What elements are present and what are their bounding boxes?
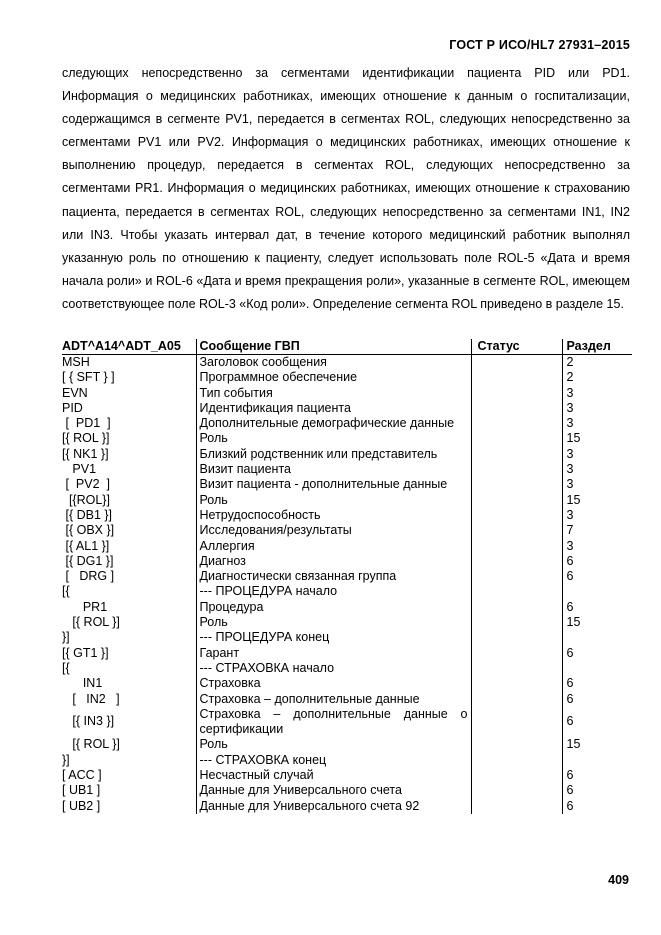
section-cell: 6 [562,569,632,584]
segment-cell: [{ AL1 }] [62,538,110,553]
segment-cell: [{ ROL }] [62,737,120,752]
message-cell: Процедура [196,600,471,615]
segment-cell: [{ IN3 }] [62,714,115,729]
segment-cell: [ IN2 ] [62,691,120,706]
table-row [62,600,632,615]
status-cell [471,737,562,752]
status-cell [471,676,562,691]
message-cell: Близкий родственник или представитель [196,447,471,462]
status-cell [471,355,562,371]
section-cell: 3 [562,508,632,523]
table-row [62,737,632,752]
table-row [62,447,632,462]
section-cell: 3 [562,447,632,462]
segment-cell: [ UB1 ] [62,783,101,798]
section-cell [562,661,632,676]
message-cell: Программное обеспечение [196,370,471,385]
section-cell: 6 [562,600,632,615]
section-cell: 15 [562,431,632,446]
section-cell: 3 [562,539,632,554]
table-row [62,646,632,661]
section-cell: 3 [562,462,632,477]
table-row [62,523,632,538]
segment-cell: [ { SFT } ] [62,370,115,385]
status-cell [471,584,562,599]
column-header-segment: ADT^A14^ADT_A05 [62,339,196,355]
status-cell [471,768,562,783]
section-cell [562,584,632,599]
message-cell: --- ПРОЦЕДУРА начало [196,584,471,599]
status-cell [471,707,562,738]
status-cell [471,523,562,538]
status-cell [471,554,562,569]
message-cell: --- ПРОЦЕДУРА конец [196,630,471,645]
segment-cell: [ UB2 ] [62,798,101,813]
status-cell [471,646,562,661]
column-header-status: Статус [471,339,562,355]
table-row [62,768,632,783]
section-cell [562,630,632,645]
table-row [62,707,632,738]
table-row [62,783,632,798]
status-cell [471,370,562,385]
status-cell [471,477,562,492]
table-row [62,477,632,492]
message-cell: Тип события [196,386,471,401]
status-cell [471,600,562,615]
section-cell: 3 [562,401,632,416]
message-cell: Исследования/результаты [196,523,471,538]
status-cell [471,630,562,645]
message-cell: Данные для Универсального счета 92 [196,799,471,814]
segment-cell: }] [62,630,70,645]
message-cell: Заголовок сообщения [196,355,471,371]
segment-cell: [ PD1 ] [62,416,111,431]
segment-cell: [{ [62,584,70,599]
column-header-section: Раздел [562,339,632,355]
column-header-message: Сообщение ГВП [196,339,471,355]
table-row [62,539,632,554]
status-cell [471,447,562,462]
table-header-row [62,339,632,355]
status-cell [471,692,562,707]
body-paragraph: следующих непосредственно за сегментами идентификации пациента PID или PD1. Информация о медицинских работниках, имеющих отношение к данным о госпитализации, содержащимся в сегменте PV1, передается в сегментах ROL, следующих непосредственно за сегментами PV1 или PV2. Информация о медицинских работниках, имеющих отношение к выполнению процедур, передается в сегментах ROL, следующих непосредственно за сегментами PR1. Информация о медицинских работниках, имеющих отношение к страхованию пациента, передается в сегментах ROL, следующих непосредственно за сегментами IN1, IN2 или IN3. Чтобы указать интервал дат, в течение которого медицинский работник выполнял указанную роль по отношению к пациенту, следует использовать поле ROL-5 «Дата и время начала роли» и ROL-6 «Дата и время прекращения роли», указанные в сегменте ROL, имеющем соответствующее поле ROL-3 «Код роли». Определение сегмента ROL приведено в разделе 15. [62,66,630,311]
table-row [62,753,632,768]
segment-cell: [{ROL}] [62,492,110,507]
table-row [62,661,632,676]
table-row [62,355,632,371]
segment-cell: [{ OBX }] [62,523,115,538]
table-row [62,584,632,599]
status-cell [471,493,562,508]
section-cell: 3 [562,386,632,401]
segment-cell: [ PV2 ] [62,477,110,492]
section-cell: 6 [562,768,632,783]
message-cell: Диагностически связанная группа [196,569,471,584]
segment-cell: EVN [62,385,88,400]
message-cell: Нетрудоспособность [196,508,471,523]
table-row [62,493,632,508]
status-cell [471,462,562,477]
status-cell [471,508,562,523]
message-cell: Роль [196,493,471,508]
message-cell: Визит пациента [196,462,471,477]
segment-cell: PR1 [62,599,108,614]
message-cell: --- СТРАХОВКА начало [196,661,471,676]
segment-cell: [{ DG1 }] [62,553,114,568]
status-cell [471,615,562,630]
section-cell: 3 [562,477,632,492]
message-cell: Визит пациента - дополнительные данные [196,477,471,492]
table-row [62,401,632,416]
segment-cell: [{ DB1 }] [62,507,113,522]
status-cell [471,569,562,584]
status-cell [471,401,562,416]
message-cell: Страховка [196,676,471,691]
message-cell: Гарант [196,646,471,661]
section-cell: 2 [562,355,632,371]
message-structure-table [62,339,632,814]
table-row [62,630,632,645]
table-row [62,508,632,523]
message-cell: Дополнительные демографические данные [196,416,471,431]
section-cell: 6 [562,783,632,798]
segment-cell: }] [62,752,70,767]
segment-cell: PV1 [62,462,97,477]
section-cell: 2 [562,370,632,385]
message-cell: Несчастный случай [196,768,471,783]
status-cell [471,386,562,401]
segment-cell: [{ ROL }] [62,615,120,630]
message-cell: --- СТРАХОВКА конец [196,753,471,768]
status-cell [471,753,562,768]
section-cell: 3 [562,416,632,431]
message-cell: Аллергия [196,539,471,554]
table-row [62,370,632,385]
message-cell: Роль [196,737,471,752]
message-cell: Роль [196,615,471,630]
segment-cell: [{ ROL }] [62,431,110,446]
table-row [62,554,632,569]
table-row [62,676,632,691]
segment-cell: [ ACC ] [62,768,102,783]
message-cell: Страховка – дополнительные данные [196,692,471,707]
message-cell: Роль [196,431,471,446]
segment-cell: [ DRG ] [62,569,115,584]
segment-cell: [{ GT1 }] [62,645,109,660]
status-cell [471,661,562,676]
section-cell: 7 [562,523,632,538]
table-row [62,692,632,707]
section-cell: 6 [562,692,632,707]
table-row [62,569,632,584]
table-row [62,386,632,401]
segment-cell: [{ [62,660,70,675]
status-cell [471,799,562,814]
segment-cell: MSH [62,355,90,369]
message-cell: Страховка – дополнительные данные о сертификации [196,707,471,738]
section-cell: 6 [562,554,632,569]
section-cell: 6 [562,676,632,691]
table-row [62,462,632,477]
segment-cell: PID [62,400,83,415]
table-row [62,615,632,630]
section-cell: 15 [562,737,632,752]
section-cell: 15 [562,615,632,630]
status-cell [471,783,562,798]
status-cell [471,539,562,554]
message-cell: Данные для Универсального счета [196,783,471,798]
message-cell: Диагноз [196,554,471,569]
status-cell [471,416,562,431]
status-cell [471,431,562,446]
section-cell: 15 [562,493,632,508]
segment-cell: IN1 [62,676,103,691]
table-row [62,431,632,446]
segment-cell: [{ NK1 }] [62,446,109,461]
section-cell: 6 [562,799,632,814]
section-cell [562,753,632,768]
document-header: ГОСТ Р ИСО/HL7 27931–2015 [449,38,630,52]
section-cell: 6 [562,707,632,738]
table-row [62,799,632,814]
table-row [62,416,632,431]
page-number: 409 [608,873,629,887]
message-cell: Идентификация пациента [196,401,471,416]
section-cell: 6 [562,646,632,661]
